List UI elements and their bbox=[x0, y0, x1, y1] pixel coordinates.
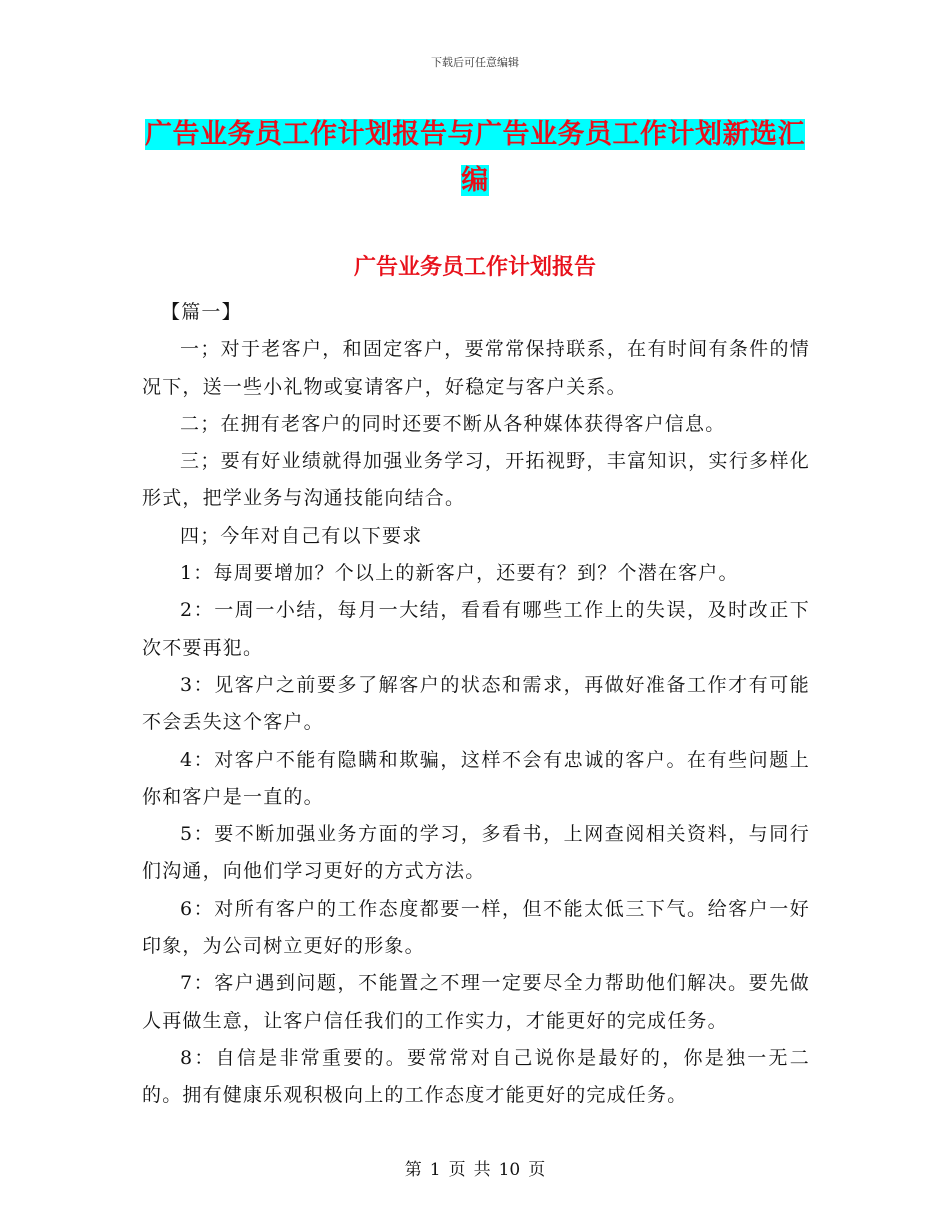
paragraph: 三；要有好业绩就得加强业务学习，开拓视野，丰富知识，实行多样化形式，把学业务与沟通技能向结合。 bbox=[142, 450, 810, 510]
paragraph: 1：每周要增加？个以上的新客户，还要有？到？个潜在客户。 bbox=[180, 562, 739, 585]
paragraph: 3：见客户之前要多了解客户的状态和需求，再做好准备工作才有可能不会丢失这个客户。 bbox=[142, 673, 810, 734]
paragraph: 四；今年对自己有以下要求 bbox=[180, 524, 423, 547]
document-title bbox=[140, 112, 810, 204]
page-label: 页 bbox=[448, 1160, 466, 1180]
header-note: 下载后可任意编辑 bbox=[431, 56, 519, 69]
paragraph: 8：自信是非常重要的。要常常对自己说你是最好的，你是独一无二的。拥有健康乐观积极向上的工作态度才能更好的完成任务。 bbox=[142, 1046, 810, 1107]
document-title-text: 广告业务员工作计划报告与广告业务员工作计划新选汇编 bbox=[145, 119, 805, 196]
paragraph: 二；在拥有老客户的同时还要不断从各种媒体获得客户信息。 bbox=[180, 412, 726, 435]
section-title: 广告业务员工作计划报告 bbox=[353, 254, 596, 280]
page-footer bbox=[0, 1155, 950, 1180]
paragraph: 7：客户遇到问题，不能置之不理一定要尽全力帮助他们解决。要先做人再做生意，让客户信任我们的工作实力，才能更好的完成任务。 bbox=[142, 972, 810, 1032]
paragraph: 6：对所有客户的工作态度都要一样，但不能太低三下气。给客户一好印象，为公司树立更好的形象。 bbox=[142, 897, 810, 958]
current-page-number: 1 bbox=[429, 1160, 441, 1180]
page-label: 共 bbox=[473, 1160, 491, 1180]
total-page-count: 10 bbox=[498, 1160, 521, 1180]
paragraph: 4：对客户不能有隐瞒和欺骗，这样不会有忠诚的客户。在有些问题上你和客户是一直的。 bbox=[142, 748, 810, 808]
document-body bbox=[142, 294, 810, 1115]
paragraph: 2：一周一小结，每月一大结，看看有哪些工作上的失误，及时改正下次不要再犯。 bbox=[142, 599, 810, 659]
paragraph: 5：要不断加强业务方面的学习，多看书，上网查阅相关资料，与同行们沟通，向他们学习更好的方式方法。 bbox=[142, 823, 810, 883]
paragraph-heading: 【篇一】 bbox=[161, 301, 242, 323]
page-label: 第 bbox=[404, 1160, 422, 1180]
page-label: 页 bbox=[528, 1160, 546, 1180]
paragraph: 一；对于老客户，和固定客户，要常常保持联系，在有时间有条件的情况下，送一些小礼物或宴请客户，好稳定与客户关系。 bbox=[142, 338, 810, 398]
